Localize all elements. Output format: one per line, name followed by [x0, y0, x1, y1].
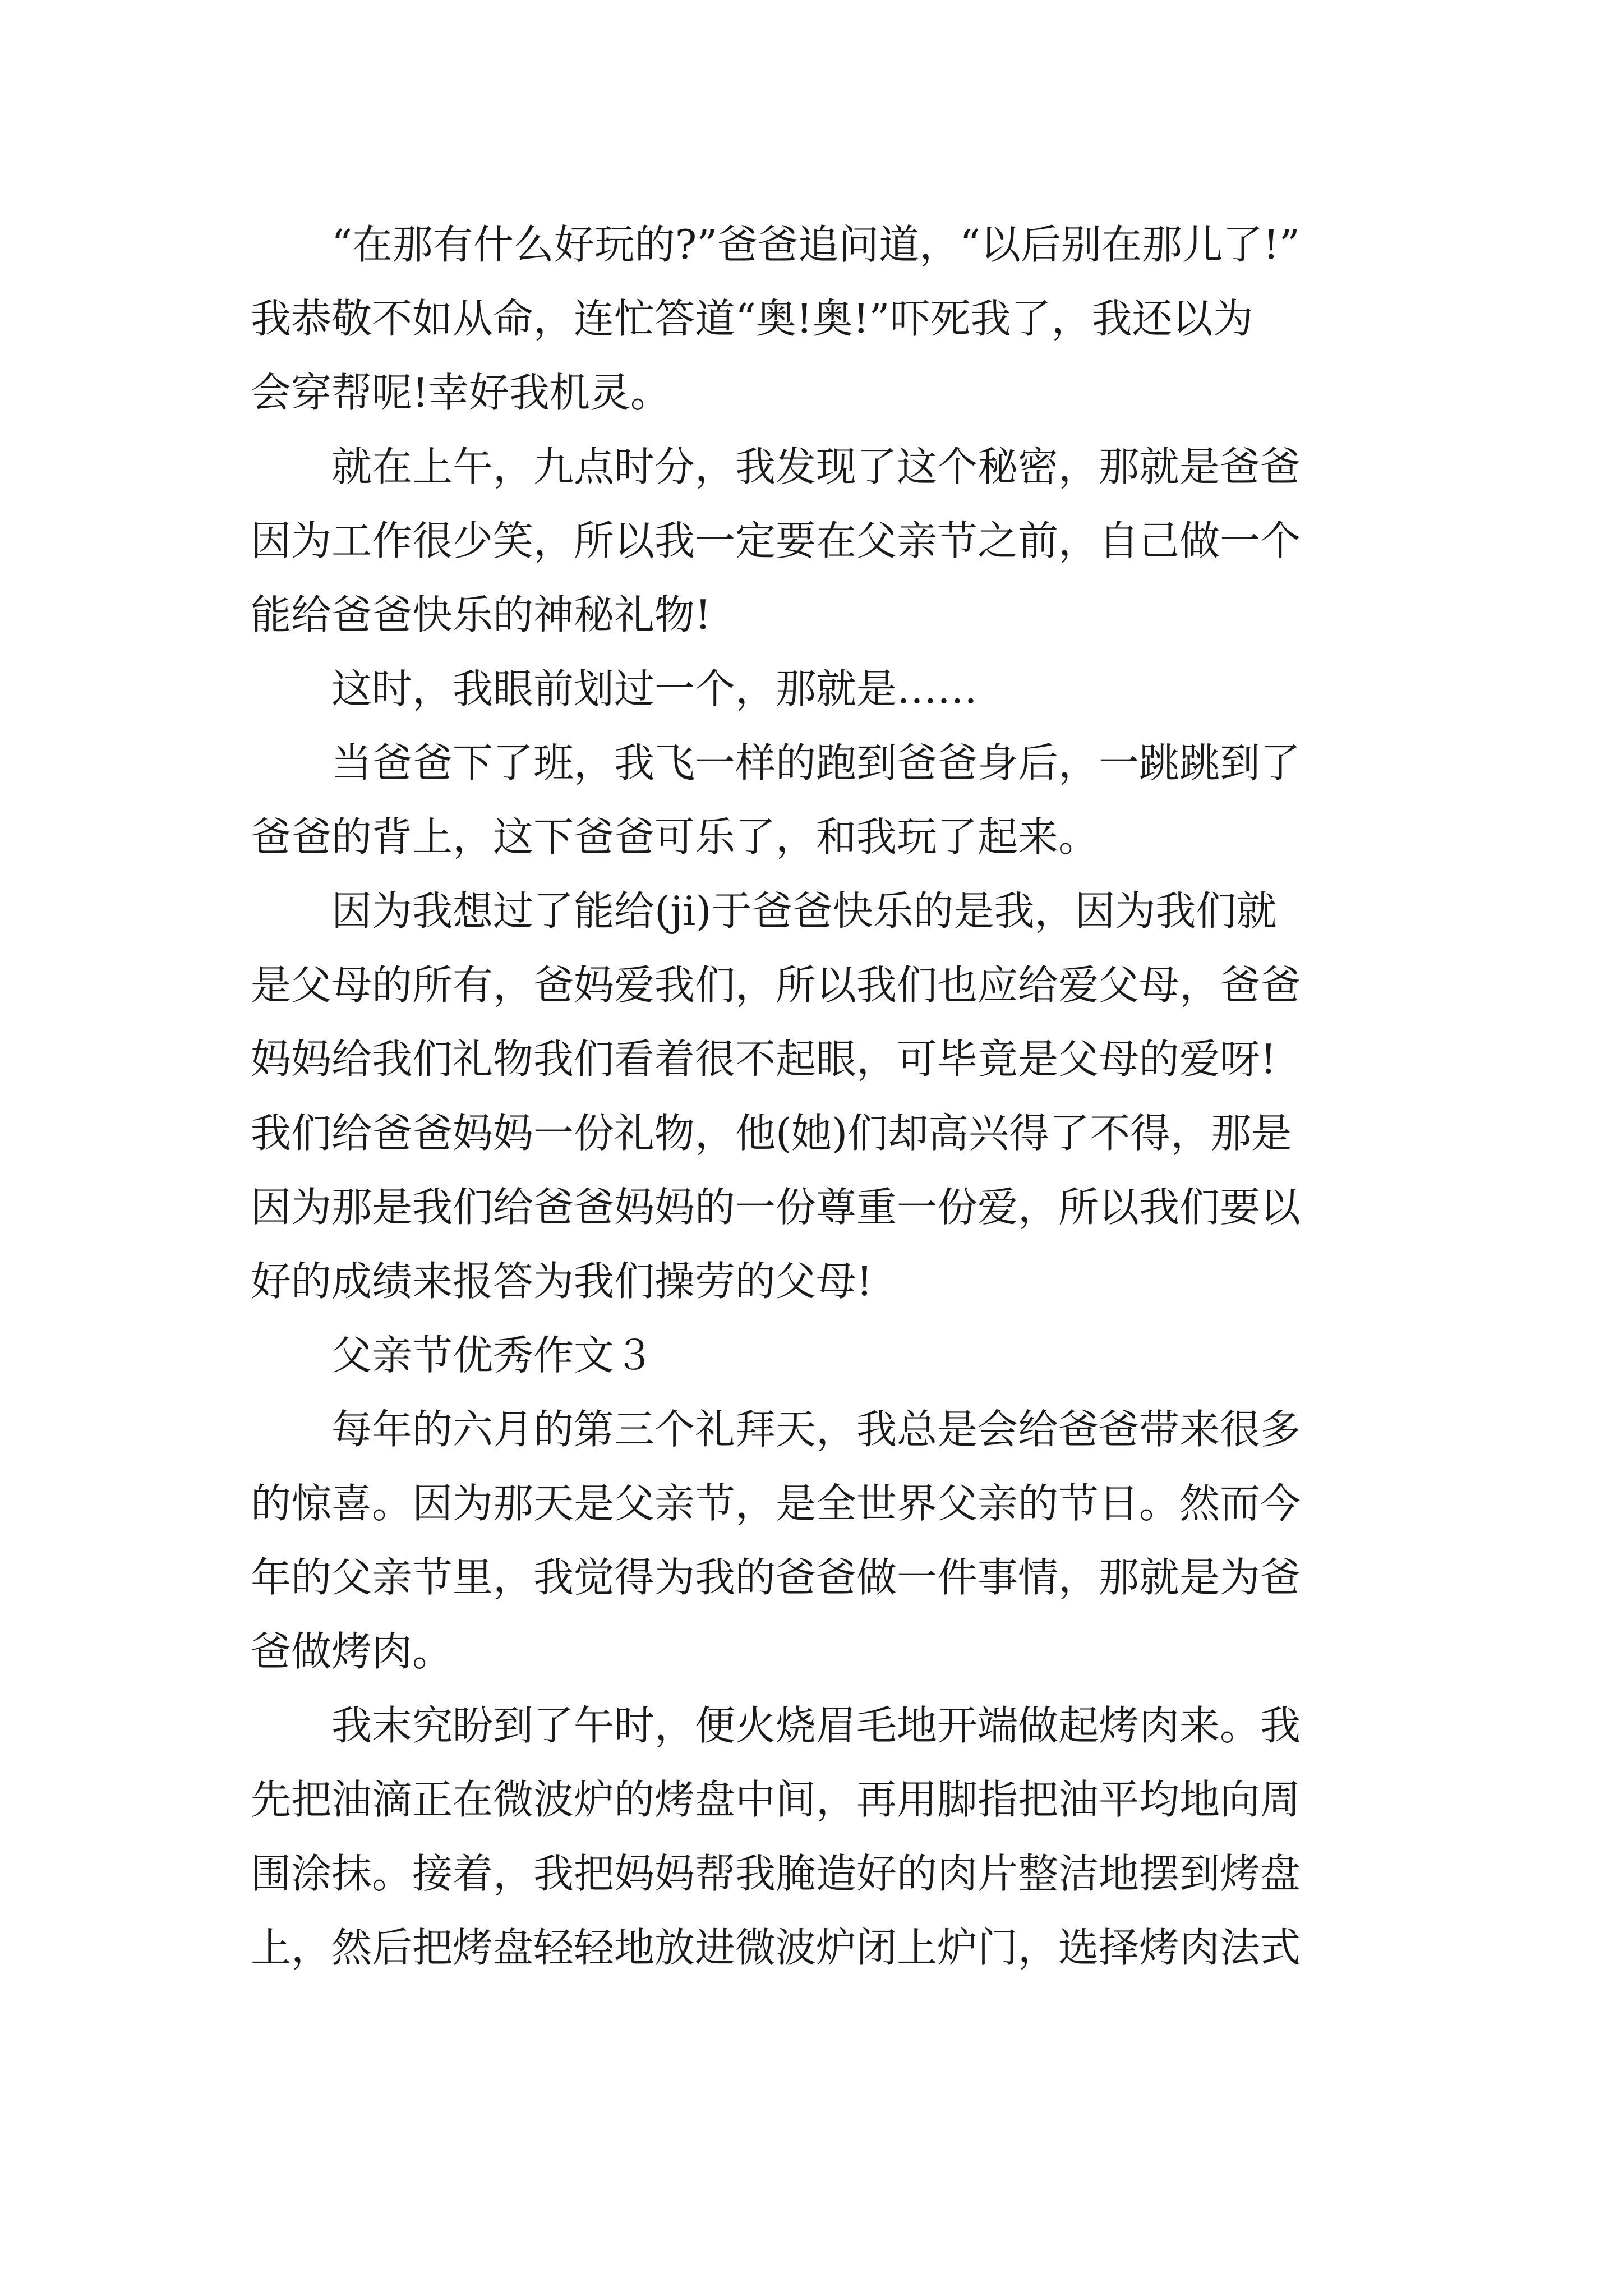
- text-line: 我们给爸爸妈妈一份礼物，他(她)们却高兴得了不得，那是: [251, 1110, 1292, 1157]
- text-line: 妈妈给我们礼物我们看着很不起眼，可毕竟是父母的爱呀!: [251, 1036, 1276, 1083]
- text-line: 每年的六月的第三个礼拜天，我总是会给爸爸带来很多: [331, 1406, 1301, 1453]
- text-line: 能给爸爸快乐的神秘礼物!: [251, 591, 711, 638]
- text-line: 会穿帮呢!幸好我机灵。: [251, 369, 671, 416]
- section-heading: 父亲节优秀作文３: [331, 1332, 655, 1379]
- text-line: “在那有什么好玩的?”爸爸追问道，“以后别在那儿了!”: [331, 221, 1300, 268]
- text-line: 好的成绩来报答为我们操劳的父母!: [251, 1258, 873, 1305]
- text-line: 先把油滴正在微波炉的烤盘中间，再用脚指把油平均地向周: [251, 1776, 1301, 1823]
- text-line: 就在上午，九点时分，我发现了这个秘密，那就是爸爸: [331, 443, 1301, 490]
- text-line: 上，然后把烤盘轻轻地放进微波炉闭上炉门，选择烤肉法式: [251, 1924, 1301, 1971]
- text-line: 因为我想过了能给(ji)于爸爸快乐的是我，因为我们就: [331, 887, 1277, 935]
- text-line: 爸做烤肉。: [251, 1628, 453, 1675]
- text-line: 是父母的所有，爸妈爱我们，所以我们也应给爱父母，爸爸: [251, 961, 1301, 1009]
- text-line: 我恭敬不如从命，连忙答道“奥!奥!”吓死我了，我还以为: [251, 295, 1253, 342]
- text-line: 当爸爸下了班，我飞一样的跑到爸爸身后，一跳跳到了: [331, 739, 1301, 786]
- text-line: 这时，我眼前划过一个，那就是……: [331, 665, 978, 712]
- text-line: 年的父亲节里，我觉得为我的爸爸做一件事情，那就是为爸: [251, 1554, 1301, 1601]
- text-line: 因为那是我们给爸爸妈妈的一份尊重一份爱，所以我们要以: [251, 1184, 1301, 1231]
- text-line: 爸爸的背上，这下爸爸可乐了，和我玩了起来。: [251, 813, 1099, 861]
- text-line: 因为工作很少笑，所以我一定要在父亲节之前，自己做一个: [251, 517, 1301, 564]
- text-line: 的惊喜。因为那天是父亲节，是全世界父亲的节日。然而今: [251, 1480, 1301, 1527]
- text-line: 我末究盼到了午时，便火烧眉毛地开端做起烤肉来。我: [331, 1702, 1301, 1749]
- text-line: 围涂抹。接着，我把妈妈帮我腌造好的肉片整洁地摆到烤盘: [251, 1850, 1301, 1897]
- body-text: [251, 208, 1378, 1985]
